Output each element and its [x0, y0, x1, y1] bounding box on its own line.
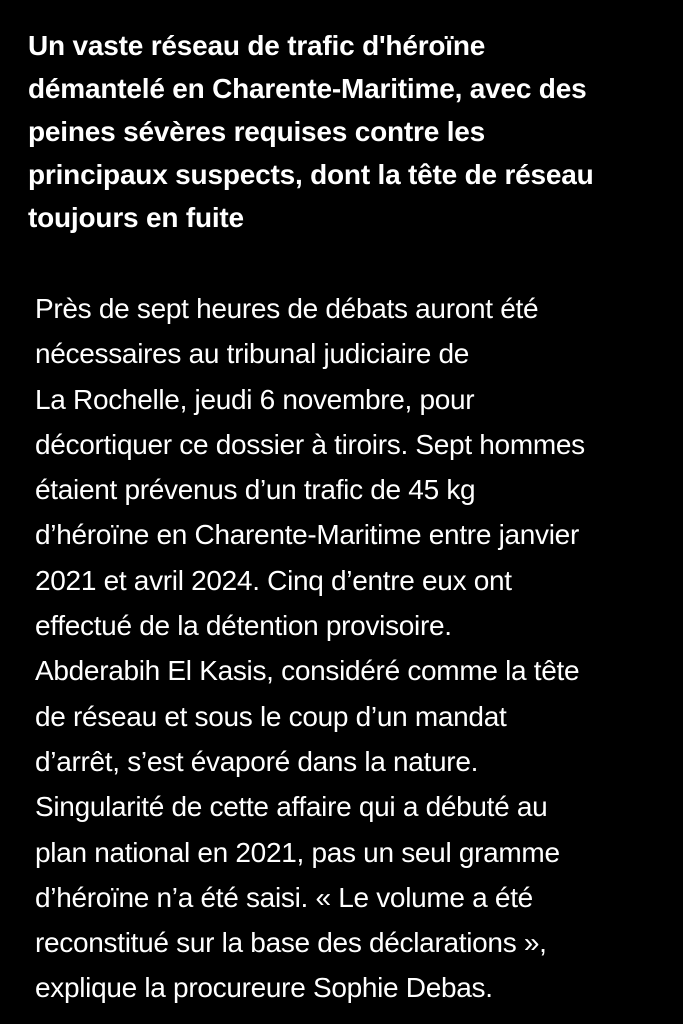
body-line: explique la procureure Sophie Debas.: [35, 972, 493, 1004]
body-line: d’héroïne en Charente-Maritime entre janvier: [35, 519, 579, 551]
body-line: plan national en 2021, pas un seul gramme: [35, 836, 560, 868]
headline-line: Un vaste réseau de trafic d'héroïne: [28, 30, 486, 61]
headline-line: démantelé en Charente-Maritime, avec des: [28, 73, 587, 104]
body-line: d’héroïne n’a été saisi. « Le volume a été: [35, 881, 533, 913]
body-line: nécessaires au tribunal judiciaire de: [35, 338, 470, 370]
body-line: décortiquer ce dossier à tiroirs. Sept hommes: [35, 428, 585, 460]
body-line: de réseau et sous le coup d’un mandat: [35, 700, 507, 732]
headline-line: toujours en fuite: [28, 202, 244, 233]
headline: [28, 24, 668, 239]
body-line: Singularité de cette affaire qui a débuté au: [35, 791, 548, 823]
body-line: reconstitué sur la base des déclarations »,: [35, 927, 547, 959]
headline-line: principaux suspects, dont la tête de réseau: [28, 159, 594, 190]
body-line: 2021 et avril 2024. Cinq d’entre eux ont: [35, 564, 512, 596]
body-line: étaient prévenus d’un trafic de 45 kg: [35, 474, 476, 506]
body-line: effectué de la détention provisoire.: [35, 610, 452, 642]
body-line: d’arrêt, s’est évaporé dans la nature.: [35, 745, 479, 777]
body-line: Abderabih El Kasis, considéré comme la tête: [35, 655, 580, 687]
article-body: [35, 286, 675, 1011]
headline-line: peines sévères requises contre les: [28, 116, 486, 147]
body-line: La Rochelle, jeudi 6 novembre, pour: [35, 383, 475, 415]
body-line: Près de sept heures de débats auront été: [35, 293, 539, 324]
